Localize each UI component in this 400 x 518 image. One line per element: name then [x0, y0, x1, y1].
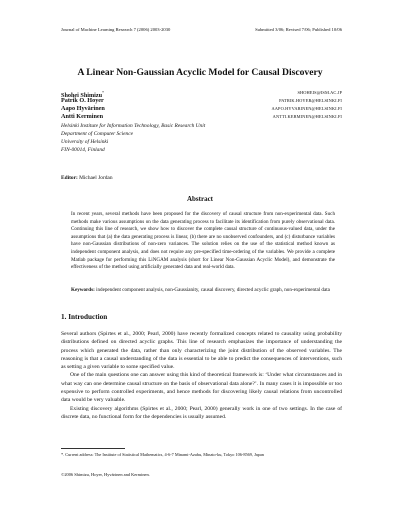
submission-dates: Submitted 3/06; Revised 7/06; Published 10/06	[255, 27, 342, 32]
affiliation-line: Helsinki Institute for Information Technology, Basic Research Unit	[61, 123, 206, 129]
author-row	[61, 105, 342, 113]
author-block	[61, 89, 342, 121]
author-row	[61, 113, 342, 121]
affiliation-line: FIN-00014, Finland	[61, 147, 105, 153]
footnote-mark: *	[102, 91, 104, 95]
affiliation-line: University of Helsinki	[61, 139, 109, 145]
copyright: ©2006 Shimizu, Hoyer, Hyvärinen and Kerminen.	[61, 472, 150, 477]
abstract-heading: Abstract	[186, 195, 214, 203]
author-name: Aapo Hyvärinen	[61, 105, 105, 112]
author-row	[61, 89, 342, 100]
section-heading: 1. Introduction	[61, 313, 108, 321]
section-body	[61, 330, 342, 421]
author-email: ANTTI.KERMINEN@HELSINKI.FI	[272, 114, 342, 119]
author-name: Antti Kerminen	[61, 113, 104, 120]
abstract-text: In recent years, several methods have been proposed for the discovery of causal structure from non-experimental data. Such methods make various assumptions on the data generating process to facilitate its identification from purely observational data. Continuing this line of research, we show how to discover the complete causal structure of continuous-valued data, under the assumptions that (a) the data generating process is linear, (b) there are no unobserved confounders, and (c) disturbance variables have non-Gaussian distributions of non-zero variances. The solution relies on the use of the statistical method known as independent component analysis, and does not require any pre-specified time-ordering of the variables. We provide a complete Matlab package for performing this LiNGAM analysis (short for Linear Non-Gaussian Acyclic Model), and demonstrate the effectiveness of the method using artificially generated data and real-world data.	[71, 211, 335, 271]
footnote-rule	[61, 448, 125, 449]
editor-label: Editor:	[61, 175, 78, 181]
keywords	[71, 287, 335, 295]
running-header	[61, 27, 342, 32]
footnote: *. Current address: The Institute of Statistical Mathematics, 4-6-7 Minami-Azabu, Minato-ku, Tokyo 106-8569, Japan	[61, 452, 264, 457]
body-paragraph: Existing discovery algorithms (Spirtes et al., 2000; Pearl, 2000) generally work in one of two settings. In the case of discrete data, no functional form for the dependencies is usually assumed.	[61, 405, 342, 420]
body-paragraph: One of the main questions one can answer using this kind of theoretical framework is: ‘Under what circumstances and in what way can one determine causal structure on the basis of observational data alone?’. In many cases it is impossible or too expensive to perform controlled experiments, and hence methods for discovering likely causal relations from uncontrolled data would be very valuable.	[61, 372, 342, 404]
keywords-label: Keywords:	[71, 287, 95, 293]
author-email: PATRIK.HOYER@HELSINKI.FI	[279, 98, 342, 103]
affiliation	[61, 122, 205, 154]
author-row	[61, 97, 342, 105]
editor-line	[61, 175, 113, 181]
author-name: Shohei Shimizu*	[61, 91, 104, 100]
editor-name: Michael Jordan	[79, 175, 113, 181]
affiliation-line: Department of Computer Science	[61, 131, 134, 137]
paper-title: A Linear Non-Gaussian Acyclic Model for Causal Discovery	[77, 67, 323, 78]
author-email: SHOHEIS@ISM.AC.JP	[297, 90, 342, 95]
journal-citation: Journal of Machine Learning Research 7 (2006) 2003-2030	[61, 27, 171, 32]
keywords-text: independent component analysis, non-Gaussianity, causal discovery, directed acyclic graph, non-experimental data	[96, 287, 330, 293]
author-name: Patrik O. Hoyer	[61, 97, 104, 104]
author-email: AAPO.HYVARINEN@HELSINKI.FI	[271, 106, 342, 111]
body-paragraph: Several authors (Spirtes et al., 2000; Pearl, 2000) have recently formalized concepts related to causality using probability distributions defined on directed acyclic graphs. This line of research emphasizes the importance of understanding the process which generated the data, rather than only characterizing the joint distribution of the observed variables. The reasoning is that a causal understanding of the data is essential to be able to predict the consequences of interventions, such as setting a given variable to some specified value.	[61, 331, 342, 371]
